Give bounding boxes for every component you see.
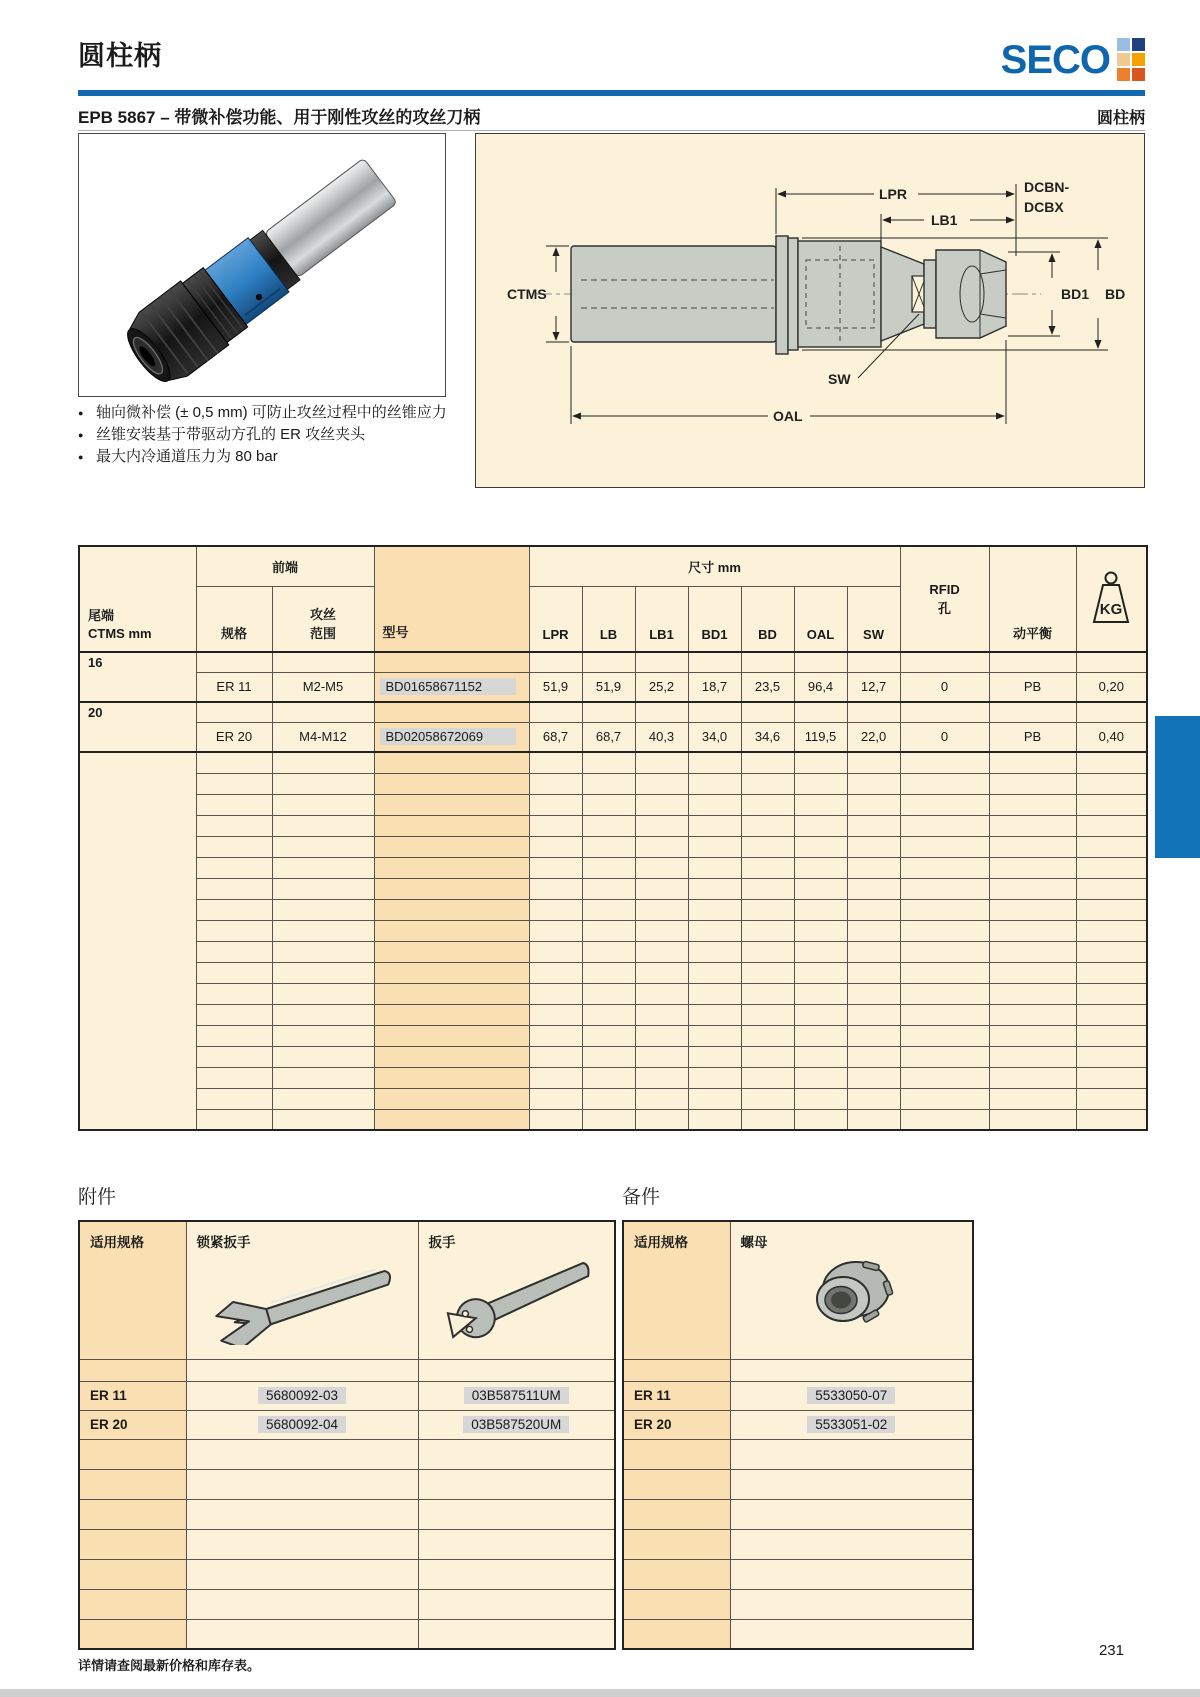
- page-edge: [0, 1689, 1200, 1697]
- dimension-drawing: [475, 133, 1145, 488]
- dim-oal: 119,5: [794, 722, 847, 752]
- weight-value: 0,40: [1076, 722, 1147, 752]
- subtitle-rule: [78, 130, 1145, 131]
- dim-lpr: 68,7: [529, 722, 582, 752]
- empty-row: [79, 1046, 1147, 1067]
- empty-row: [79, 878, 1147, 899]
- col-header-lpr: LPR: [529, 586, 582, 652]
- feature-item: ● 轴向微补偿 (± 0,5 mm) 可防止攻丝过程中的丝锥应力: [78, 402, 498, 424]
- col-header-bd1: BD1: [688, 586, 741, 652]
- group-row-ctms16: [79, 652, 1147, 672]
- empty-row: [79, 836, 1147, 857]
- wrench-part: 03B587520UM: [418, 1410, 615, 1439]
- locking-wrench-icon: [202, 1261, 402, 1345]
- col-group-dimensions: 尺寸 mm: [529, 546, 900, 586]
- empty-row: [623, 1469, 973, 1499]
- brand-wordmark: SECO: [1000, 37, 1110, 82]
- dim-label-oal: OAL: [773, 408, 803, 424]
- col-header-sw: SW: [847, 586, 900, 652]
- col-header-spec: 规格: [196, 586, 272, 652]
- empty-row: [79, 1359, 615, 1381]
- empty-row: [79, 1589, 615, 1619]
- empty-row: [79, 1529, 615, 1559]
- product-photo: [78, 133, 446, 397]
- col-header-rfid: RFID 孔: [900, 546, 989, 652]
- spec-row-er20: [79, 722, 1147, 752]
- tap-range-value: M2-M5: [272, 672, 374, 702]
- col-group-front: 前端: [196, 546, 374, 586]
- dim-bd1: 18,7: [688, 672, 741, 702]
- spare-row-er20: [623, 1410, 973, 1439]
- product-subtitle: EPB 5867 – 带微补偿功能、用于刚性攻丝的攻丝刀柄: [78, 108, 481, 127]
- empty-row: [79, 1067, 1147, 1088]
- spec-row-er11: [79, 672, 1147, 702]
- dimension-drawing-icon: [476, 134, 1143, 486]
- empty-row: [79, 941, 1147, 962]
- empty-row: [623, 1559, 973, 1589]
- weight-value: 0,20: [1076, 672, 1147, 702]
- dim-oal: 96,4: [794, 672, 847, 702]
- feature-list: [78, 402, 498, 468]
- accessories-title: 附件: [78, 1187, 117, 1208]
- dim-bd: 34,6: [741, 722, 794, 752]
- dim-lb: 51,9: [582, 672, 635, 702]
- dim-label-lb1: LB1: [931, 212, 958, 228]
- page-title: 圆柱柄: [78, 41, 162, 71]
- col-header-nut: 螺母: [730, 1221, 973, 1359]
- dim-lb1: 25,2: [635, 672, 688, 702]
- empty-row: [79, 857, 1147, 878]
- accessory-row-er11: [79, 1381, 615, 1410]
- col-header-applicable-spec: 适用规格: [79, 1221, 186, 1359]
- empty-row: [623, 1359, 973, 1381]
- dim-bd1: 34,0: [688, 722, 741, 752]
- dim-sw: 12,7: [847, 672, 900, 702]
- empty-row: [623, 1619, 973, 1649]
- empty-row: [79, 1439, 615, 1469]
- empty-row: [79, 1025, 1147, 1046]
- collet-nut-icon: [801, 1255, 901, 1335]
- footer-note: 详情请查阅最新价格和库存表。: [78, 1658, 261, 1673]
- spec-value: ER 20: [623, 1410, 730, 1439]
- svg-text:KG: KG: [1100, 600, 1123, 618]
- empty-row: [79, 1109, 1147, 1130]
- spec-value: ER 11: [79, 1381, 186, 1410]
- col-header-ctms: 尾端 CTMS mm: [79, 546, 196, 652]
- balance-value: PB: [989, 722, 1076, 752]
- dim-label-dcbn: DCBN-: [1024, 179, 1070, 195]
- ctms-group-label: 16: [79, 652, 196, 702]
- col-header-tap-range: 攻丝 范围: [272, 586, 374, 652]
- empty-row: [79, 920, 1147, 941]
- empty-row: [623, 1499, 973, 1529]
- dim-label-ctms: CTMS: [507, 286, 547, 302]
- ctms-group-label: 20: [79, 702, 196, 752]
- col-header-lb: LB: [582, 586, 635, 652]
- spec-value: ER 11: [623, 1381, 730, 1410]
- empty-row: [79, 815, 1147, 836]
- header-rule: [78, 90, 1145, 96]
- rfid-value: 0: [900, 722, 989, 752]
- nut-part: 5533050-07: [730, 1381, 973, 1410]
- accessories-table: [78, 1220, 616, 1650]
- empty-row: [79, 1619, 615, 1649]
- col-header-balance: 动平衡: [989, 546, 1076, 652]
- empty-row: [623, 1529, 973, 1559]
- empty-row: [79, 752, 1147, 773]
- spec-value: ER 11: [196, 672, 272, 702]
- section-index-tab: [1155, 716, 1200, 858]
- model-number: BD01658671152: [374, 672, 529, 702]
- col-header-lb1: LB1: [635, 586, 688, 652]
- balance-value: PB: [989, 672, 1076, 702]
- empty-row: [623, 1439, 973, 1469]
- empty-row: [623, 1589, 973, 1619]
- brand-squares-icon: [1117, 38, 1145, 81]
- wrench-icon: [431, 1261, 601, 1345]
- accessory-row-er20: [79, 1410, 615, 1439]
- empty-row: [79, 1469, 615, 1499]
- dim-label-bd1: BD1: [1061, 286, 1090, 302]
- spec-value: ER 20: [196, 722, 272, 752]
- feature-item: ● 丝锥安装基于带驱动方孔的 ER 攻丝夹头: [78, 424, 498, 446]
- col-header-model: 型号: [374, 546, 529, 652]
- col-header-oal: OAL: [794, 586, 847, 652]
- empty-row: [79, 962, 1147, 983]
- empty-row: [79, 899, 1147, 920]
- seco-logo: [900, 38, 1145, 81]
- rfid-value: 0: [900, 672, 989, 702]
- empty-row: [79, 773, 1147, 794]
- dim-label-dcbx: DCBX: [1024, 199, 1064, 215]
- feature-item: ● 最大内冷通道压力为 80 bar: [78, 446, 498, 468]
- col-header-wrench: 扳手: [418, 1221, 615, 1359]
- col-header-applicable-spec: 适用规格: [623, 1221, 730, 1359]
- spec-table: [78, 545, 1148, 1131]
- locking-wrench-part: 5680092-04: [186, 1410, 418, 1439]
- dim-lb1: 40,3: [635, 722, 688, 752]
- dim-lb: 68,7: [582, 722, 635, 752]
- empty-row: [79, 983, 1147, 1004]
- dim-label-sw: SW: [828, 371, 851, 387]
- tapping-chuck-photo-icon: [79, 134, 443, 394]
- dim-sw: 22,0: [847, 722, 900, 752]
- spec-value: ER 20: [79, 1410, 186, 1439]
- col-header-bd: BD: [741, 586, 794, 652]
- tap-range-value: M4-M12: [272, 722, 374, 752]
- dim-label-bd: BD: [1105, 286, 1126, 302]
- section-label: 圆柱柄: [1096, 110, 1145, 127]
- locking-wrench-part: 5680092-03: [186, 1381, 418, 1410]
- weight-kg-icon: [1086, 571, 1136, 625]
- spares-table: [622, 1220, 974, 1650]
- empty-row: [79, 1559, 615, 1589]
- spares-title: 备件: [622, 1187, 661, 1208]
- wrench-part: 03B587511UM: [418, 1381, 615, 1410]
- spare-row-er11: [623, 1381, 973, 1410]
- nut-part: 5533051-02: [730, 1410, 973, 1439]
- dim-label-lpr: LPR: [879, 186, 907, 202]
- col-header-locking-wrench: 锁紧扳手: [186, 1221, 418, 1359]
- empty-row: [79, 1004, 1147, 1025]
- group-row-ctms20: [79, 702, 1147, 722]
- model-number: BD02058672069: [374, 722, 529, 752]
- dim-lpr: 51,9: [529, 672, 582, 702]
- page-number: 231: [1098, 1642, 1124, 1659]
- col-header-weight: [1076, 546, 1147, 652]
- empty-row: [79, 794, 1147, 815]
- empty-row: [79, 1088, 1147, 1109]
- dim-bd: 23,5: [741, 672, 794, 702]
- empty-row: [79, 1499, 615, 1529]
